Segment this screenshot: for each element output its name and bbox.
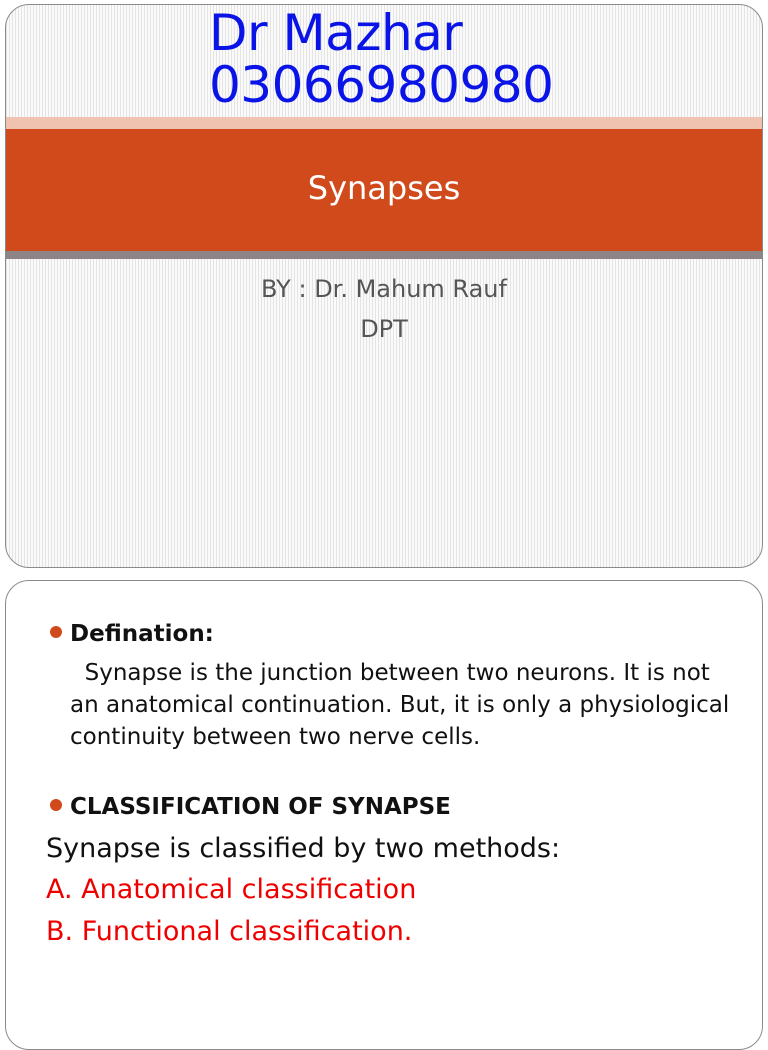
contact-phone: 03066980980 [209, 56, 554, 114]
contact-name: Dr Mazhar [209, 4, 463, 62]
slide-title: Synapses [307, 169, 461, 207]
author-line: BY : Dr. Mahum Rauf [261, 275, 507, 303]
bullet-dot-icon [50, 799, 62, 811]
contact-block [209, 4, 554, 114]
degree-line: DPT [360, 315, 408, 343]
bullet-dot-icon [50, 626, 62, 638]
bullet-definition [50, 621, 214, 647]
method-b: B. Functional classification. [46, 916, 413, 947]
accent-band-light [6, 117, 762, 129]
content-slide [5, 580, 763, 1050]
classification-heading: CLASSIFICATION OF SYNAPSE [70, 794, 451, 820]
definition-heading: Defination: [70, 621, 214, 647]
method-a: A. Anatomical classification [46, 874, 417, 905]
bullet-classification [50, 794, 451, 820]
definition-text: Synapse is the junction between two neurons. It is not an anatomical continuation. But, it is only a physiological continuity between two nerve cells. [70, 660, 737, 750]
classification-intro: Synapse is classified by two methods: [46, 833, 561, 864]
title-slide [5, 4, 763, 568]
accent-band-gray [6, 251, 762, 259]
